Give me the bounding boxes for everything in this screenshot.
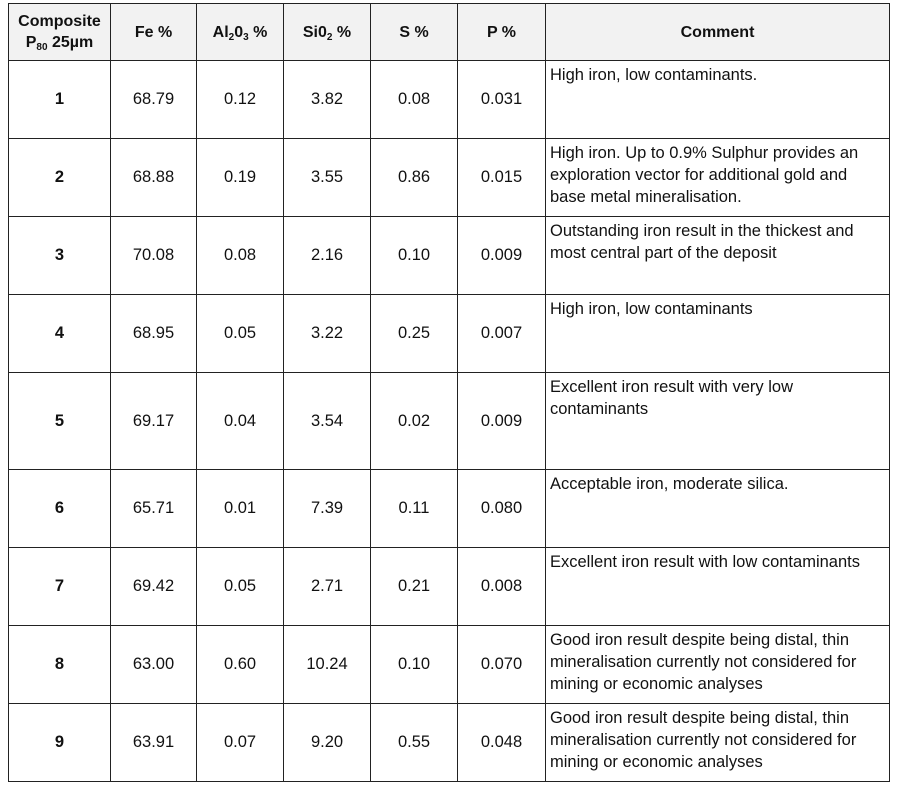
header-composite [9, 4, 111, 61]
table-row [9, 139, 890, 217]
cell-p: 0.007 [458, 295, 546, 373]
cell-composite: 1 [9, 61, 111, 139]
cell-comment: Good iron result despite being distal, thin mineralisation currently not considered for mining or economic analyses [546, 626, 890, 704]
header-al-sub1: 2 [228, 31, 235, 43]
cell-sio2: 10.24 [284, 626, 371, 704]
header-si-pct: % [332, 23, 352, 41]
cell-p: 0.048 [458, 704, 546, 782]
table-row [9, 295, 890, 373]
cell-fe: 63.00 [111, 626, 197, 704]
header-al-o: 0 [234, 23, 244, 41]
cell-comment: High iron, low contaminants [546, 295, 890, 373]
cell-s: 0.02 [371, 373, 458, 470]
header-al-sub2: 3 [243, 31, 249, 43]
cell-p: 0.009 [458, 373, 546, 470]
header-composite-label: Composite [18, 13, 101, 30]
cell-p: 0.009 [458, 217, 546, 295]
cell-al2o3: 0.01 [197, 470, 284, 548]
header-comment-label: Comment [680, 23, 755, 41]
cell-composite: 2 [9, 139, 111, 217]
cell-p: 0.015 [458, 139, 546, 217]
cell-p: 0.008 [458, 548, 546, 626]
header-row [9, 4, 890, 61]
header-fe [111, 4, 197, 61]
cell-sio2: 9.20 [284, 704, 371, 782]
cell-comment: Excellent iron result with low contaminants [546, 548, 890, 626]
cell-fe: 68.88 [111, 139, 197, 217]
cell-sio2: 3.55 [284, 139, 371, 217]
cell-comment: Excellent iron result with very low contaminants [546, 373, 890, 470]
header-al-text: Al [212, 23, 229, 41]
cell-s: 0.25 [371, 295, 458, 373]
assay-results-table [8, 3, 890, 782]
cell-al2o3: 0.05 [197, 548, 284, 626]
table-row [9, 373, 890, 470]
header-si-sub: 2 [326, 31, 333, 43]
cell-fe: 68.79 [111, 61, 197, 139]
cell-sio2: 7.39 [284, 470, 371, 548]
header-al2o3 [197, 4, 284, 61]
cell-al2o3: 0.07 [197, 704, 284, 782]
cell-s: 0.10 [371, 217, 458, 295]
cell-fe: 69.42 [111, 548, 197, 626]
header-p-label: P % [486, 23, 517, 41]
cell-fe: 65.71 [111, 470, 197, 548]
header-composite-size: 25µm [47, 34, 94, 51]
cell-comment: Outstanding iron result in the thickest and most central part of the deposit [546, 217, 890, 295]
cell-composite: 4 [9, 295, 111, 373]
cell-sio2: 2.16 [284, 217, 371, 295]
cell-fe: 70.08 [111, 217, 197, 295]
cell-composite: 7 [9, 548, 111, 626]
cell-s: 0.55 [371, 704, 458, 782]
header-fe-label: Fe % [134, 23, 173, 41]
table-row [9, 548, 890, 626]
cell-comment: Good iron result despite being distal, thin mineralisation currently not considered for mining or economic analyses [546, 704, 890, 782]
cell-p: 0.070 [458, 626, 546, 704]
cell-s: 0.08 [371, 61, 458, 139]
header-composite-sub: 80 [36, 42, 48, 53]
cell-composite: 3 [9, 217, 111, 295]
cell-s: 0.11 [371, 470, 458, 548]
cell-sio2: 3.54 [284, 373, 371, 470]
header-si-text: Si0 [302, 23, 327, 41]
assay-results-table-wrapper [8, 3, 890, 782]
cell-composite: 6 [9, 470, 111, 548]
header-sio2 [284, 4, 371, 61]
cell-al2o3: 0.04 [197, 373, 284, 470]
table-row [9, 217, 890, 295]
cell-composite: 9 [9, 704, 111, 782]
cell-sio2: 3.22 [284, 295, 371, 373]
table-row [9, 470, 890, 548]
table-row [9, 626, 890, 704]
cell-fe: 69.17 [111, 373, 197, 470]
header-al-pct: % [248, 23, 268, 41]
cell-s: 0.86 [371, 139, 458, 217]
cell-comment: Acceptable iron, moderate silica. [546, 470, 890, 548]
cell-s: 0.21 [371, 548, 458, 626]
cell-al2o3: 0.19 [197, 139, 284, 217]
cell-s: 0.10 [371, 626, 458, 704]
header-comment [546, 4, 890, 61]
cell-comment: High iron. Up to 0.9% Sulphur provides an exploration vector for additional gold and base metal mineralisation. [546, 139, 890, 217]
cell-al2o3: 0.05 [197, 295, 284, 373]
cell-al2o3: 0.60 [197, 626, 284, 704]
cell-comment: High iron, low contaminants. [546, 61, 890, 139]
cell-sio2: 2.71 [284, 548, 371, 626]
header-p [458, 4, 546, 61]
header-composite-p: P [25, 34, 37, 51]
header-s [371, 4, 458, 61]
cell-composite: 8 [9, 626, 111, 704]
table-row [9, 704, 890, 782]
table-row [9, 61, 890, 139]
cell-sio2: 3.82 [284, 61, 371, 139]
header-s-label: S % [399, 23, 429, 41]
cell-composite: 5 [9, 373, 111, 470]
cell-p: 0.080 [458, 470, 546, 548]
cell-al2o3: 0.12 [197, 61, 284, 139]
cell-fe: 63.91 [111, 704, 197, 782]
cell-fe: 68.95 [111, 295, 197, 373]
cell-p: 0.031 [458, 61, 546, 139]
cell-al2o3: 0.08 [197, 217, 284, 295]
